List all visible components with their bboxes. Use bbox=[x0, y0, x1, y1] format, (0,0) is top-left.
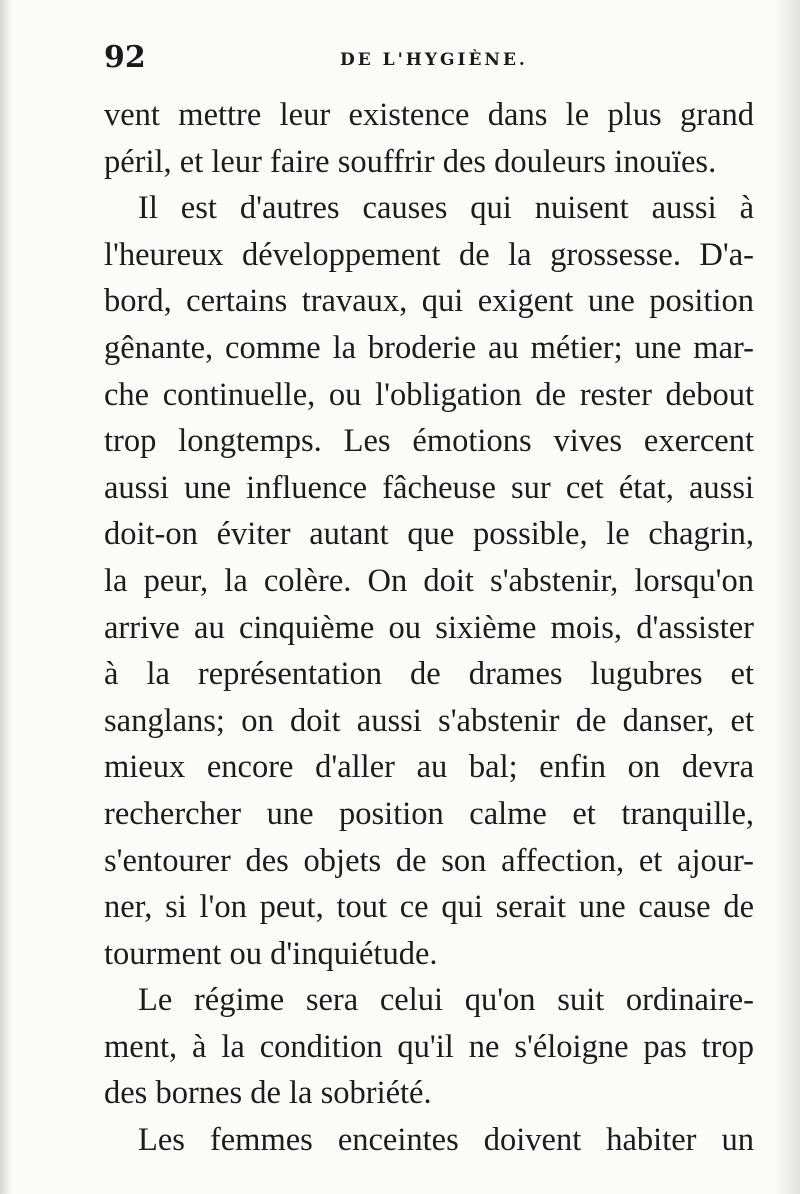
spine-shadow bbox=[0, 0, 12, 1194]
text-line: rechercher une position calme et tranquille, bbox=[104, 795, 754, 832]
text-line: Il est d'autres causes qui nuisent aussi à bbox=[138, 190, 754, 227]
text-line: ment, à la condition qu'il ne s'éloigne pas trop bbox=[104, 1028, 754, 1065]
page-header bbox=[104, 40, 754, 80]
text-line: aussi une influence fâcheuse sur cet état, aussi bbox=[104, 469, 754, 506]
text-line: des bornes de la sobriété. bbox=[104, 1075, 432, 1112]
text-line: mieux encore d'aller au bal; enfin on devra bbox=[104, 749, 754, 786]
text-line: arrive au cinquième ou sixième mois, d'assister bbox=[104, 609, 754, 646]
text-line: trop longtemps. Les émotions vives exercent bbox=[104, 423, 754, 460]
text-line: ner, si l'on peut, tout ce qui serait une cause de bbox=[104, 889, 754, 926]
text-line: Le régime sera celui qu'on suit ordinaire- bbox=[138, 982, 754, 1019]
text-line: gênante, comme la broderie au métier; une mar- bbox=[104, 329, 754, 366]
body-text bbox=[104, 92, 754, 1164]
text-line: che continuelle, ou l'obligation de rester debout bbox=[104, 376, 754, 413]
page-edge-shadow bbox=[774, 0, 800, 1194]
page-number: 92 bbox=[104, 40, 146, 75]
text-line: Les femmes enceintes doivent habiter un bbox=[138, 1122, 754, 1159]
text-line: l'heureux développement de la grossesse. D'a- bbox=[104, 236, 754, 273]
text-line: à la représentation de drames lugubres et bbox=[104, 656, 754, 693]
text-line: péril, et leur faire souffrir des douleurs inouïes. bbox=[104, 143, 717, 180]
text-line: vent mettre leur existence dans le plus grand bbox=[104, 97, 754, 133]
text-line: bord, certains travaux, qui exigent une position bbox=[104, 283, 754, 320]
text-line: la peur, la colère. On doit s'abstenir, lorsqu'on bbox=[104, 562, 754, 599]
text-line: tourment ou d'inquiétude. bbox=[104, 935, 438, 972]
text-line: doit-on éviter autant que possible, le chagrin, bbox=[104, 516, 754, 553]
text-line: s'entourer des objets de son affection, et ajour- bbox=[104, 842, 754, 879]
text-line: sanglans; on doit aussi s'abstenir de danser, et bbox=[104, 702, 754, 739]
running-head: DE L'HYGIÈNE. bbox=[340, 50, 528, 70]
